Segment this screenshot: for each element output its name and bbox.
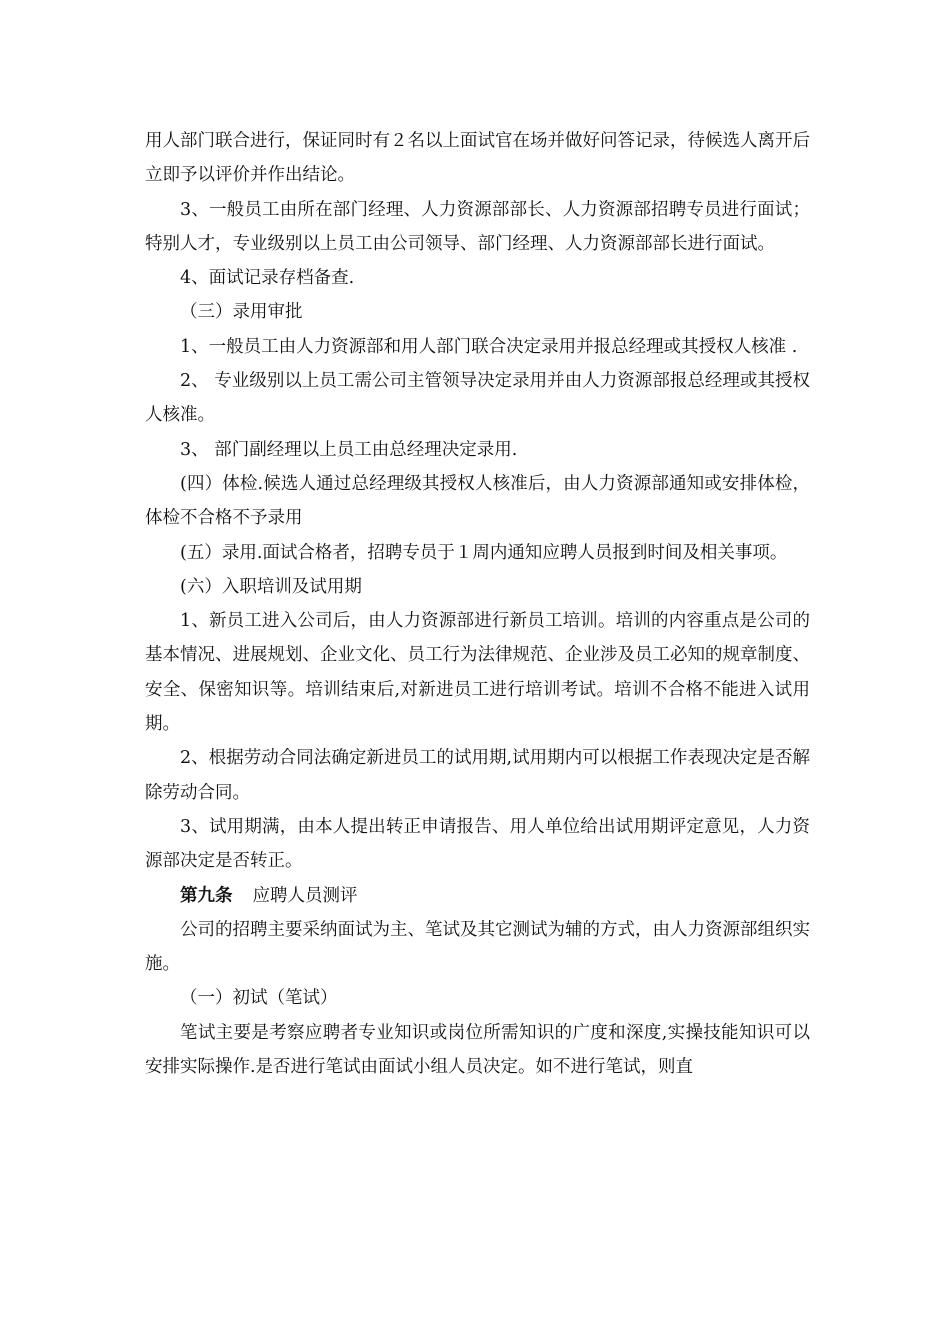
paragraph-written-test: 笔试主要是考察应聘者专业知识或岗位所需知识的广度和深度,实操技能知识可以安排实际操作.是否进行笔试由面试小组人员决定。如不进行笔试，则直 [145, 1022, 810, 1078]
paragraph-training-1: 1、新员工进入公司后，由人力资源部进行新员工培训。培训的内容重点是公司的基本情况、进展规划、企业文化、员工行为法律规范、企业涉及员工必知的规章制度、安全、保密知识等。培训结束后,对新进员工进行培训考试。培训不合格不能进入试用期。 [145, 611, 810, 735]
paragraph-hiring: (五）录用.面试合格者，招聘专员于１周内通知应聘人员报到时间及相关事项。 [180, 542, 788, 563]
paragraph-training-2: 2、根据劳动合同法确定新进员工的试用期,试用期内可以根据工作表现决定是否解除劳动合同。 [145, 748, 810, 803]
article-heading [145, 879, 810, 913]
paragraph-approval-2: 2、 专业级别以上员工需公司主管领导决定录用并由人力资源部报总经理或其授权人核准。 [145, 371, 810, 426]
document-page [145, 124, 810, 1084]
section-heading-training: (六）入职培训及试用期 [180, 576, 362, 597]
paragraph-training-3: 3、试用期满，由本人提出转正申请报告、用人单位给出试用期评定意见，人力资源部决定是否转正。 [145, 816, 810, 872]
paragraph-physical-exam: (四）体检.候选人通过总经理级其授权人核准后，由人力资源部通知或安排体检，体检不合格不予录用 [145, 473, 810, 529]
paragraph-approval-3: 3、 部门副经理以上员工由总经理决定录用. [180, 439, 518, 460]
paragraph-interview-3: 3、一般员工由所在部门经理、人力资源部部长、人力资源部招聘专员进行面试；特别人才，专业级别以上员工由公司领导、部门经理、人力资源部部长进行面试。 [145, 199, 810, 254]
section-heading-approval: （三）录用审批 [180, 302, 303, 323]
section-heading-written-test: （一）初试（笔试） [180, 988, 338, 1009]
article-number: 第九条 [180, 885, 233, 906]
paragraph-continuation: 用人部门联合进行，保证同时有２名以上面试官在场并做好问答记录，待候选人离开后立即予以评价并作出结论。 [145, 131, 810, 186]
paragraph-interview-4: 4、面试记录存档备查. [180, 268, 355, 289]
paragraph-approval-1: 1、一般员工由人力资源部和用人部门联合决定录用并报总经理或其授权人核准 . [180, 336, 798, 357]
article-title: 应聘人员测评 [252, 885, 358, 906]
paragraph-assessment-intro: 公司的招聘主要采纳面试为主、笔试及其它测试为辅的方式，由人力资源部组织实施。 [145, 919, 810, 975]
